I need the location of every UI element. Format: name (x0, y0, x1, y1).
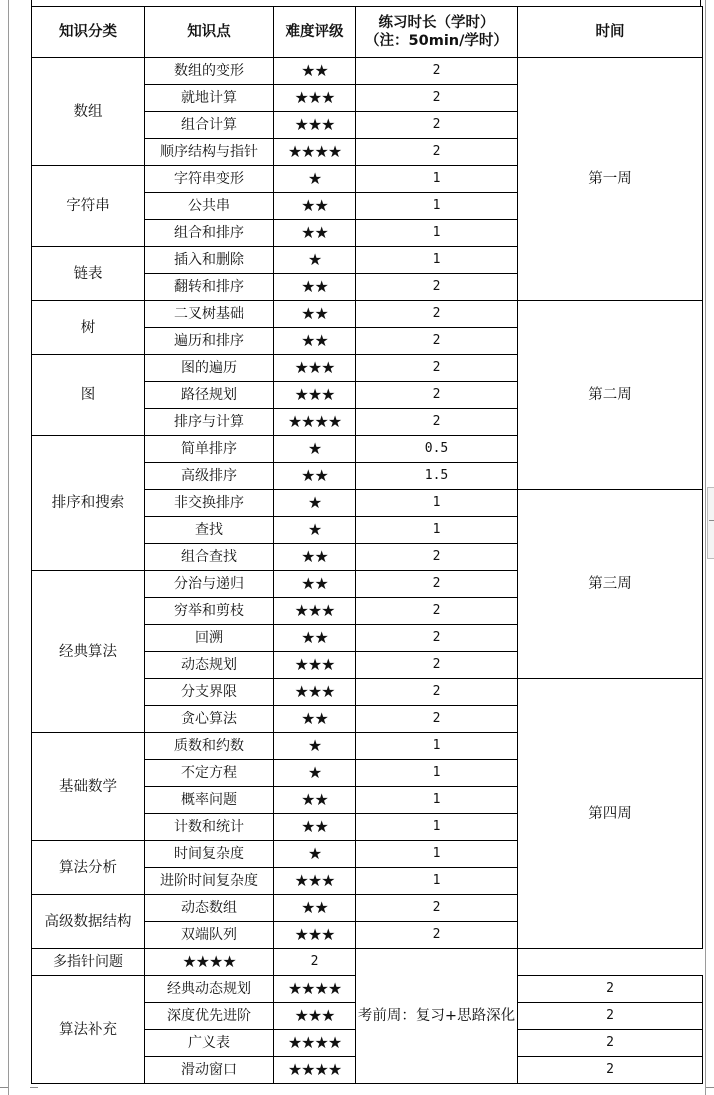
hours-cell: 2 (356, 652, 518, 679)
difficulty-stars: ★★ (274, 625, 356, 652)
page-margin-line-left (8, 0, 9, 1095)
difficulty-stars: ★★ (274, 328, 356, 355)
hours-cell: 2 (518, 1003, 703, 1030)
category-cell: 基础数学 (32, 733, 145, 841)
hours-cell: 2 (356, 301, 518, 328)
difficulty-stars: ★★★ (274, 652, 356, 679)
hours-cell: 2 (356, 922, 518, 949)
difficulty-stars: ★★ (274, 193, 356, 220)
point-cell: 组合查找 (145, 544, 274, 571)
hours-cell: 2 (356, 58, 518, 85)
hours-cell: 2 (356, 625, 518, 652)
point-cell: 路径规划 (145, 382, 274, 409)
header-category: 知识分类 (32, 7, 145, 58)
hours-cell: 2 (356, 679, 518, 706)
point-cell: 多指针问题 (32, 949, 145, 976)
hours-cell: 2 (356, 274, 518, 301)
hours-cell: 2 (356, 409, 518, 436)
point-cell: 滑动窗口 (145, 1057, 274, 1084)
point-cell: 图的遍历 (145, 355, 274, 382)
hours-cell: 1 (356, 490, 518, 517)
hours-cell: 1 (356, 868, 518, 895)
difficulty-stars: ★★ (274, 463, 356, 490)
difficulty-stars: ★ (274, 490, 356, 517)
page-bottom-marks (0, 1079, 714, 1095)
point-cell: 动态数组 (145, 895, 274, 922)
hours-cell: 1 (356, 841, 518, 868)
week-cell: 第三周 (518, 490, 703, 679)
hours-cell: 1 (356, 760, 518, 787)
study-plan-table (31, 6, 703, 1084)
point-cell: 回溯 (145, 625, 274, 652)
category-cell: 图 (32, 355, 145, 436)
difficulty-stars: ★★★ (274, 85, 356, 112)
hours-cell: 2 (356, 382, 518, 409)
side-scroll-handle[interactable] (707, 487, 714, 559)
point-cell: 非交换排序 (145, 490, 274, 517)
hours-cell: 1 (356, 517, 518, 544)
point-cell: 数组的变形 (145, 58, 274, 85)
difficulty-stars: ★★★ (274, 679, 356, 706)
difficulty-stars: ★★ (274, 706, 356, 733)
difficulty-stars: ★★ (274, 787, 356, 814)
point-cell: 翻转和排序 (145, 274, 274, 301)
difficulty-stars: ★★ (274, 814, 356, 841)
difficulty-stars: ★★★ (274, 382, 356, 409)
point-cell: 高级排序 (145, 463, 274, 490)
point-cell: 二叉树基础 (145, 301, 274, 328)
hours-cell: 2 (356, 139, 518, 166)
hours-cell: 1 (356, 787, 518, 814)
difficulty-stars: ★ (274, 841, 356, 868)
difficulty-stars: ★★ (274, 544, 356, 571)
hours-cell: 1 (356, 247, 518, 274)
point-cell: 就地计算 (145, 85, 274, 112)
header-duration-note: （注：50min/学时） (365, 33, 508, 49)
point-cell: 动态规划 (145, 652, 274, 679)
point-cell: 遍历和排序 (145, 328, 274, 355)
point-cell: 时间复杂度 (145, 841, 274, 868)
difficulty-stars: ★★★★ (145, 949, 274, 976)
week-cell: 第四周 (518, 679, 703, 949)
hours-cell: 2 (356, 598, 518, 625)
difficulty-stars: ★★★★ (274, 1030, 356, 1057)
difficulty-stars: ★★ (274, 274, 356, 301)
category-cell: 排序和搜索 (32, 436, 145, 571)
difficulty-stars: ★★★ (274, 922, 356, 949)
point-cell: 质数和约数 (145, 733, 274, 760)
category-cell: 数组 (32, 58, 145, 166)
difficulty-stars: ★★★★ (274, 1057, 356, 1084)
point-cell: 进阶时间复杂度 (145, 868, 274, 895)
table-row (32, 58, 703, 85)
corner-mark (0, 1087, 8, 1088)
category-cell: 链表 (32, 247, 145, 301)
difficulty-stars: ★★ (274, 301, 356, 328)
category-cell: 经典算法 (32, 571, 145, 733)
corner-mark (706, 1087, 714, 1088)
point-cell: 公共串 (145, 193, 274, 220)
point-cell: 顺序结构与指针 (145, 139, 274, 166)
hours-cell: 2 (356, 328, 518, 355)
category-cell: 字符串 (32, 166, 145, 247)
header-point: 知识点 (145, 7, 274, 58)
point-cell: 计数和统计 (145, 814, 274, 841)
hours-cell: 1 (356, 193, 518, 220)
difficulty-stars: ★★★★ (274, 409, 356, 436)
difficulty-stars: ★ (274, 166, 356, 193)
difficulty-stars: ★ (274, 733, 356, 760)
category-cell: 算法补充 (32, 976, 145, 1084)
difficulty-stars: ★★ (274, 220, 356, 247)
point-cell: 分支界限 (145, 679, 274, 706)
category-cell: 树 (32, 301, 145, 355)
hours-cell: 2 (518, 976, 703, 1003)
difficulty-stars: ★★ (274, 571, 356, 598)
header-row (32, 7, 703, 58)
hours-cell: 2 (356, 895, 518, 922)
week-cell: 第二周 (518, 301, 703, 490)
point-cell: 不定方程 (145, 760, 274, 787)
hours-cell: 1 (356, 220, 518, 247)
hours-cell: 2 (274, 949, 356, 976)
point-cell: 贪心算法 (145, 706, 274, 733)
difficulty-stars: ★★★ (274, 355, 356, 382)
difficulty-stars: ★★★ (274, 868, 356, 895)
header-duration (356, 7, 518, 58)
hours-cell: 1.5 (356, 463, 518, 490)
difficulty-stars: ★★★★ (274, 139, 356, 166)
hours-cell: 1 (356, 814, 518, 841)
table-row (32, 301, 703, 328)
corner-mark (30, 1087, 38, 1088)
point-cell: 概率问题 (145, 787, 274, 814)
header-duration-title: 练习时长（学时） (378, 15, 495, 31)
page-margin-line-right (705, 0, 706, 1095)
difficulty-stars: ★ (274, 247, 356, 274)
difficulty-stars: ★★ (274, 895, 356, 922)
point-cell: 广义表 (145, 1030, 274, 1057)
point-cell: 深度优先进阶 (145, 1003, 274, 1030)
point-cell: 字符串变形 (145, 166, 274, 193)
point-cell: 穷举和剪枝 (145, 598, 274, 625)
difficulty-stars: ★★★★ (274, 976, 356, 1003)
scroll-handle-grip (709, 520, 714, 521)
difficulty-stars: ★★★ (274, 112, 356, 139)
header-time: 时间 (518, 7, 703, 58)
hours-cell: 2 (356, 85, 518, 112)
hours-cell: 2 (356, 112, 518, 139)
hours-cell: 2 (356, 571, 518, 598)
point-cell: 插入和删除 (145, 247, 274, 274)
week-cell: 考前周：复习+思路深化 (356, 949, 518, 1084)
hours-cell: 2 (518, 1057, 703, 1084)
point-cell: 排序与计算 (145, 409, 274, 436)
hours-cell: 2 (356, 706, 518, 733)
hours-cell: 2 (356, 544, 518, 571)
point-cell: 经典动态规划 (145, 976, 274, 1003)
difficulty-stars: ★★★ (274, 1003, 356, 1030)
hours-cell: 0.5 (356, 436, 518, 463)
difficulty-stars: ★ (274, 436, 356, 463)
point-cell: 组合和排序 (145, 220, 274, 247)
hours-cell: 2 (518, 1030, 703, 1057)
hours-cell: 2 (356, 355, 518, 382)
category-cell: 算法分析 (32, 841, 145, 895)
table-row (32, 949, 703, 976)
point-cell: 双端队列 (145, 922, 274, 949)
point-cell: 分治与递归 (145, 571, 274, 598)
hours-cell: 1 (356, 166, 518, 193)
header-difficulty: 难度评级 (274, 7, 356, 58)
table-body (32, 58, 703, 1084)
point-cell: 组合计算 (145, 112, 274, 139)
difficulty-stars: ★★★ (274, 598, 356, 625)
week-cell: 第一周 (518, 58, 703, 301)
difficulty-stars: ★ (274, 517, 356, 544)
hours-cell: 1 (356, 733, 518, 760)
difficulty-stars: ★ (274, 760, 356, 787)
point-cell: 查找 (145, 517, 274, 544)
difficulty-stars: ★★ (274, 58, 356, 85)
point-cell: 简单排序 (145, 436, 274, 463)
category-cell: 高级数据结构 (32, 895, 145, 949)
